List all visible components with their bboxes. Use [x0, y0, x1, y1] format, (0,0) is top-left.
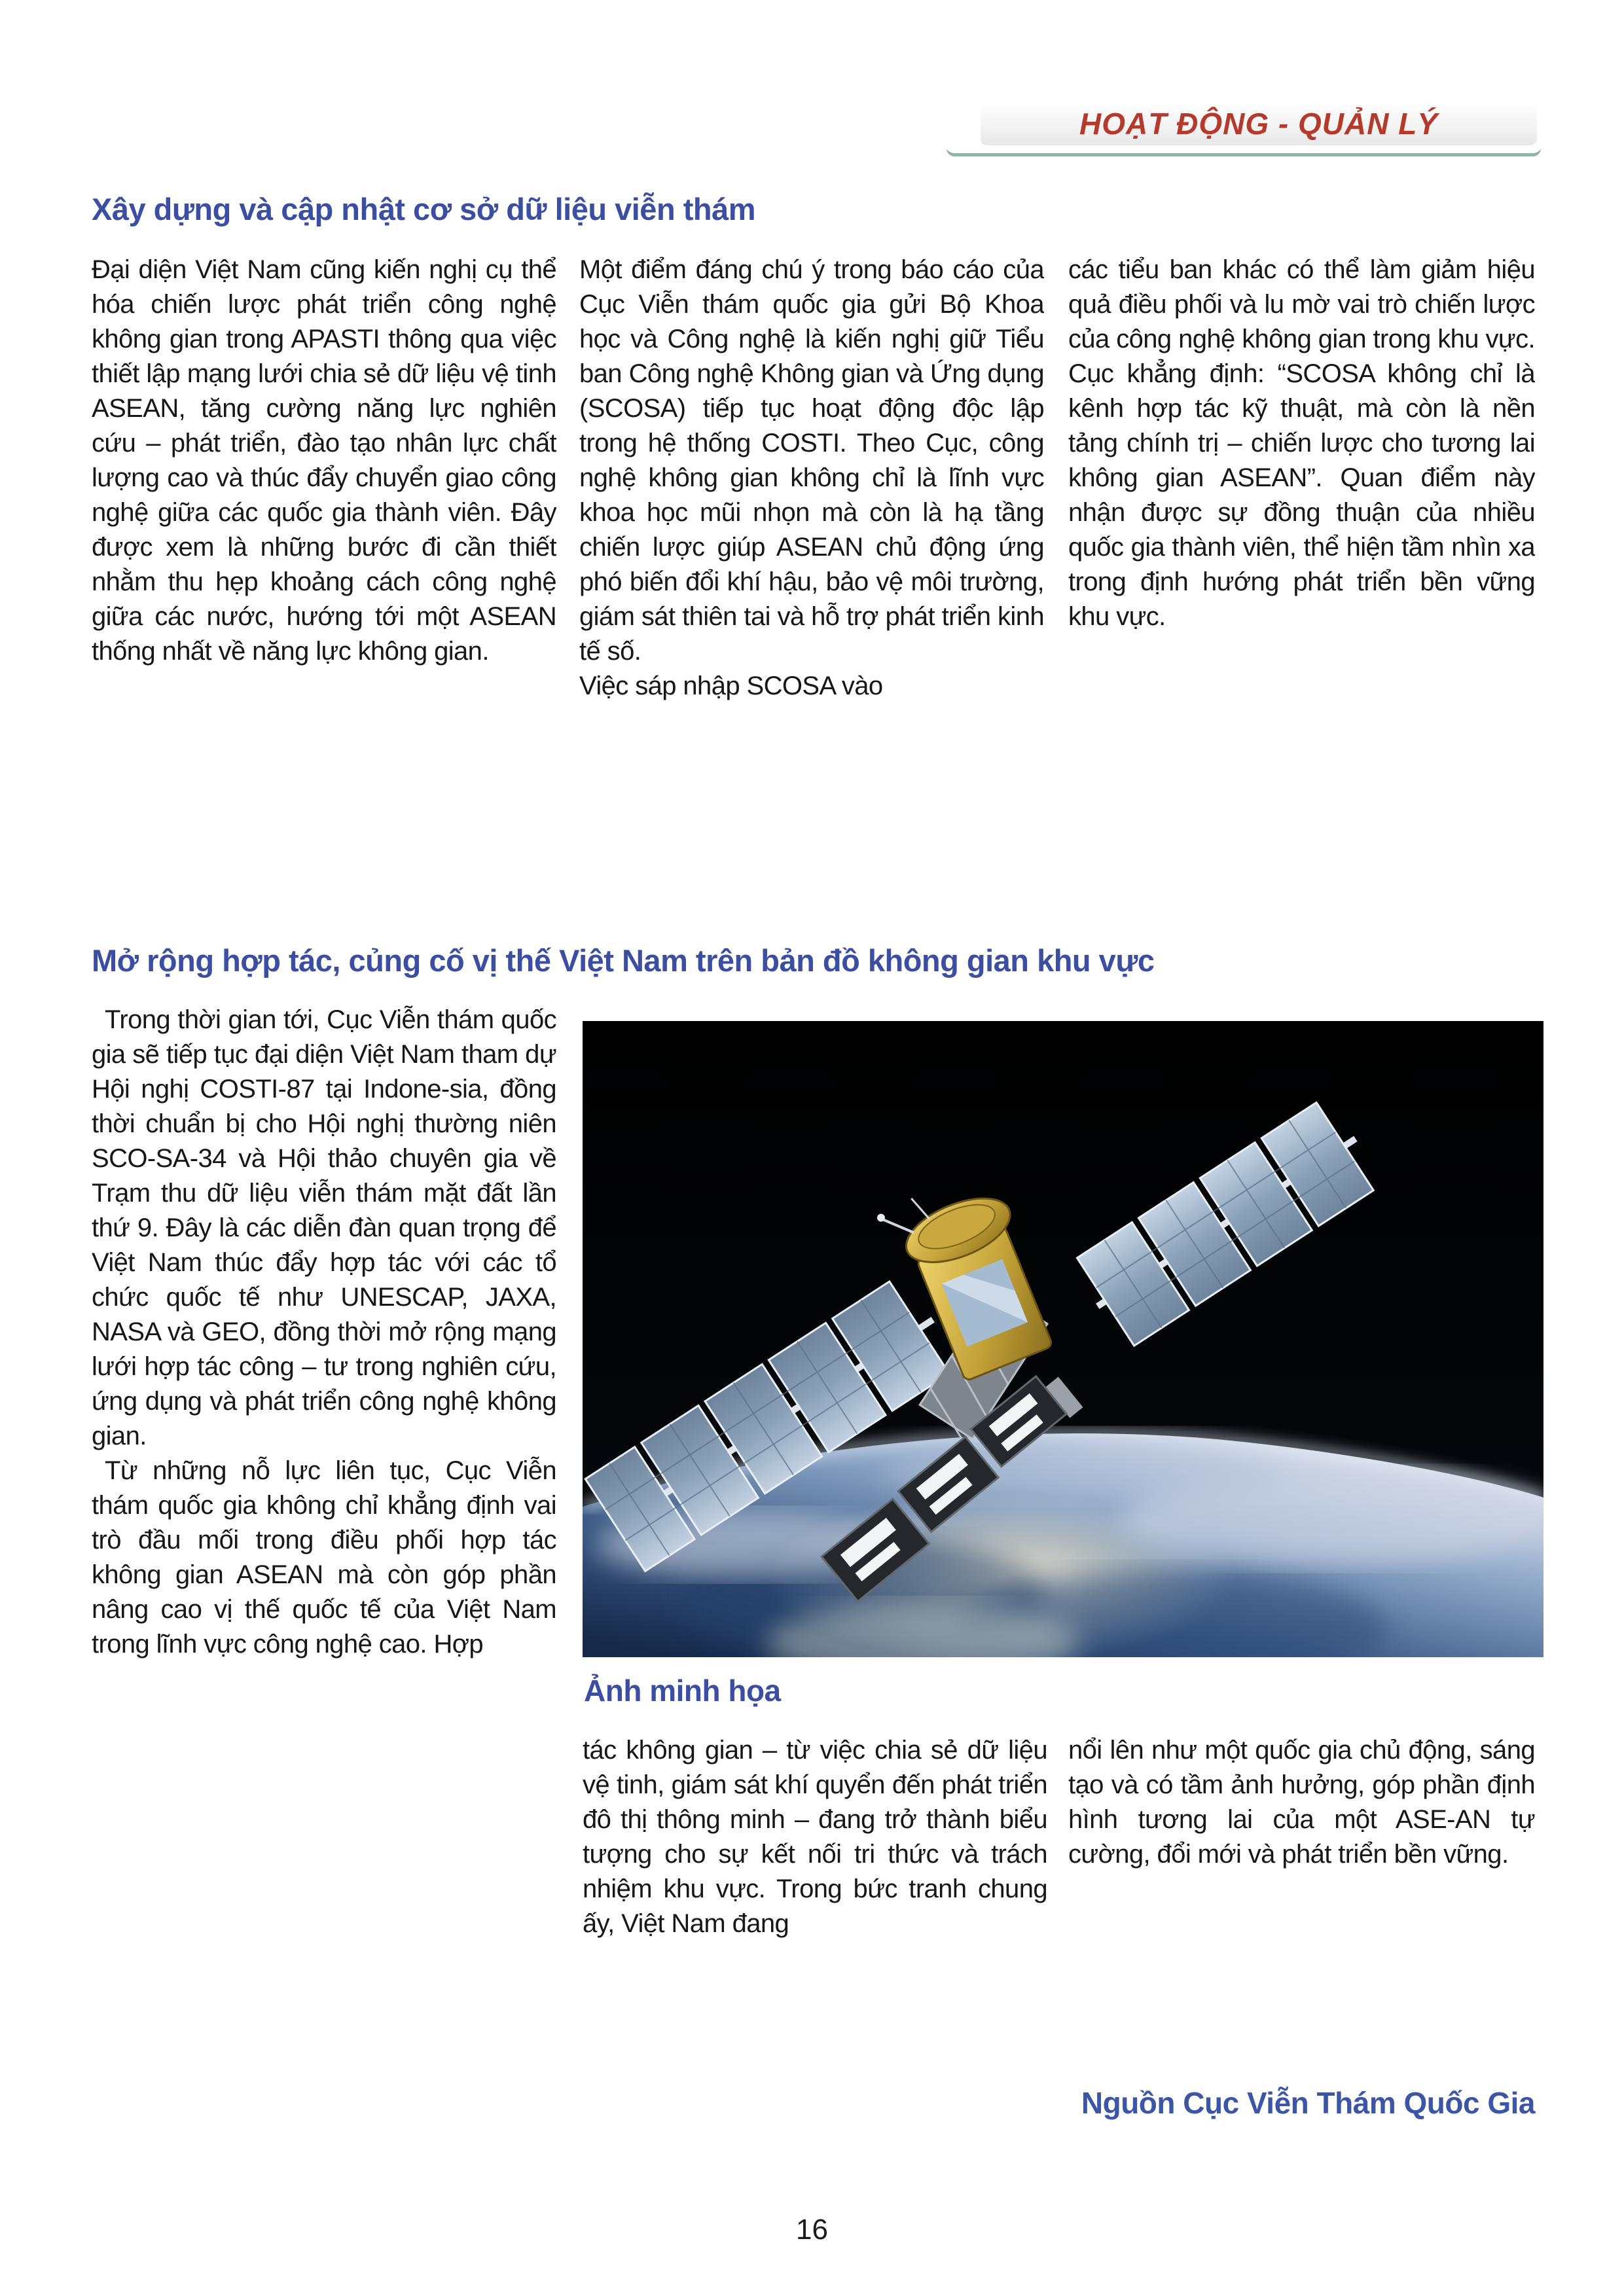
paragraph: Một điểm đáng chú ý trong báo cáo của Cục Viễn thám quốc gia gửi Bộ Khoa học và Công nghệ là kiến nghị giữ Tiểu ban Công nghệ Không gian và Ứng dụng (SCOSA) tiếp tục hoạt động độc lập trong hệ thống COSTI. Theo Cục, công nghệ không gian không chỉ là lĩnh vực khoa học mũi nhọn mà còn là hạ tầng chiến lược giúp ASEAN chủ động ứng phó biến đổi khí hậu, bảo vệ môi trường, giám sát thiên tai và hỗ trợ phát triển kinh tế số. — [579, 255, 1044, 666]
article-heading-1: Xây dựng và cập nhật cơ sở dữ liệu viễn thám — [92, 192, 755, 226]
paragraph: Trong thời gian tới, Cục Viễn thám quốc gia sẽ tiếp tục đại diện Việt Nam tham dự Hội nghị COSTI-87 tại Indone-sia, đồng thời chuẩn bị cho Hội nghị thường niên SCO-SA-34 và Hội thảo chuyên gia về Trạm thu dữ liệu viễn thám mặt đất lần thứ 9. Đây là các diễn đàn quan trọng để Việt Nam thúc đẩy hợp tác với các tổ chức quốc tế như UNESCAP, JAXA, NASA và GEO, đồng thời mở rộng mạng lưới hợp tác công – tư trong nghiên cứu, ứng dụng và phát triển công nghệ không gian. — [92, 1005, 556, 1450]
article-heading-2: Mở rộng hợp tác, củng cố vị thế Việt Nam trên bản đồ không gian khu vực — [92, 943, 1155, 978]
satellite-over-earth-illustration — [583, 1021, 1543, 1657]
paragraph: Đại diện Việt Nam cũng kiến nghị cụ thể hóa chiến lược phát triển công nghệ không gian trong APASTI thông qua việc thiết lập mạng lưới chia sẻ dữ liệu vệ tinh ASEAN, tăng cường năng lực nghiên cứu – phát triển, đào tạo nhân lực chất lượng cao và thúc đẩy chuyển giao công nghệ giữa các quốc gia thành viên. Đây được xem là những bước đi cần thiết nhằm thu hẹp khoảng cách công nghệ giữa các nước, hướng tới một ASEAN thống nhất về năng lực không gian. — [92, 255, 556, 666]
section1-column-1 — [92, 253, 556, 917]
section2-middle-column — [583, 1733, 1047, 2028]
section-badge-label: HOẠT ĐỘNG - QUẢN LÝ — [1079, 106, 1438, 141]
figure-caption: Ảnh minh họa — [584, 1674, 781, 1708]
paragraph: Việc sáp nhập SCOSA vào — [579, 672, 883, 700]
article-source: Nguồn Cục Viễn Thám Quốc Gia — [1081, 2086, 1535, 2120]
paragraph: các tiểu ban khác có thể làm giảm hiệu quả điều phối và lu mờ vai trò chiến lược của công nghệ không gian trong khu vực. Cục khẳng định: “SCOSA không chỉ là kênh hợp tác kỹ thuật, mà còn là nền tảng chính trị – chiến lược cho tương lai không gian ASEAN”. Quan điểm này nhận được sự đồng thuận của nhiều quốc gia thành viên, thể hiện tầm nhìn xa trong định hướng phát triển bền vững khu vực. — [1068, 255, 1535, 631]
satellite-photo — [583, 1021, 1543, 1657]
section2-right-column — [1068, 1733, 1535, 2028]
paragraph: tác không gian – từ việc chia sẻ dữ liệu vệ tinh, giám sát khí quyển đến phát triển đô thị thông minh – đang trở thành biểu tượng cho sự kết nối tri thức và trách nhiệm khu vực. Trong bức tranh chung ấy, Việt Nam đang — [583, 1736, 1047, 1938]
section1-column-2 — [579, 253, 1044, 917]
section2-left-column — [92, 1003, 556, 2027]
page-number: 16 — [796, 2214, 828, 2246]
section1-column-3 — [1068, 253, 1535, 917]
section-badge — [945, 97, 1542, 153]
section-badge-panel — [981, 101, 1537, 145]
paragraph: nổi lên như một quốc gia chủ động, sáng tạo và có tầm ảnh hưởng, góp phần định hình tương lai của một ASE-AN tự cường, đổi mới và phát triển bền vững. — [1068, 1736, 1535, 1869]
paragraph: Từ những nỗ lực liên tục, Cục Viễn thám quốc gia không chỉ khẳng định vai trò đầu mối trong điều phối hợp tác không gian ASEAN mà còn góp phần nâng cao vị thế quốc tế của Việt Nam trong lĩnh vực công nghệ cao. Hợp — [92, 1456, 556, 1659]
